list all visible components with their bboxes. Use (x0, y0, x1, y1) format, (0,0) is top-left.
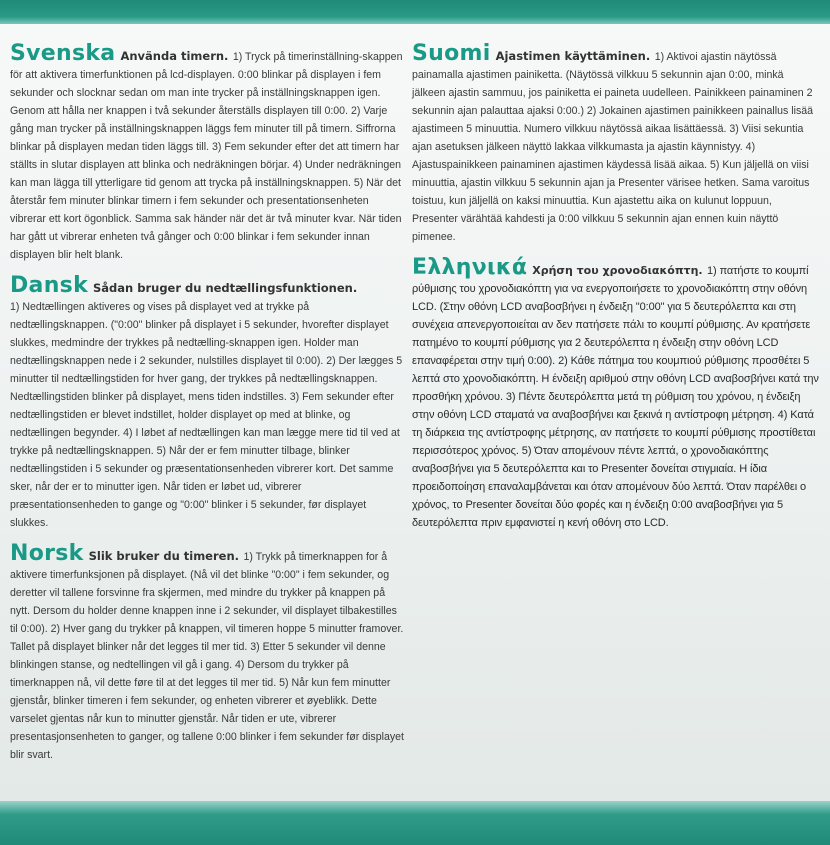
section-title-svenska: Använda timern. (120, 49, 229, 63)
language-heading-svenska: Svenska (10, 41, 116, 66)
section-norsk (10, 543, 406, 763)
section-suomi (412, 43, 820, 245)
section-body-suomi: 1) Aktivoi ajastin näytössä painamalla ajastimen painiketta. (Näytössä vilkkuu 5 sekunnin ajan 0:00, minkä jälkeen ajastin sammuu, jos painiketta ei paineta uudelleen. Painikkeen painaminen 2 sekunnin ajan palauttaa ajaksi 0:00.) 2) Jokainen ajastimen painikkeen painallus lisää ajastimeen 5 minuuttia. Numero vilkkuu näytössä aikaa lisättäessä. 3) Viisi sekuntia ajan asetuksen jälkeen näyttö lakkaa vilkkumasta ja ajastin käynnistyy. 4) Ajastuspainikkeen painaminen ajastimen käydessä lisää aikaa. 5) Kun jäljellä on viisi minuuttia, ajastin vilkkuu 5 sekunnin ajan ja Presenter värisee hetken. Sama varoitus toistuu, kun jäljellä on kaksi minuuttia. Kun ajastettu aika on kulunut loppuun, Presenter värähtää kahdesti ja 0:00 vilkkuu 5 sekunnin ajan ennen kuin näyttö pimenee. (412, 51, 814, 243)
section-title-suomi: Ajastimen käyttäminen. (495, 49, 651, 63)
left-column (10, 43, 406, 771)
section-title-norsk: Slik bruker du timeren. (88, 549, 240, 563)
section-body-ellinika: 1) πατήστε το κουμπί ρύθμισης του χρονοδιακόπτη για να ενεργοποιήσετε το χρονοδιακόπτη στην οθόνη LCD. (Στην οθόνη LCD αναβοσβήνει η ένδειξη "0:00" για 5 δευτερόλεπτα και στη συνέχεια απενεργοποιείται αν δεν πατήσετε πάλι το κουμπί ρύθμισης. Αν κρατήσετε πατημένο το κουμπί ρύθμισης για 2 δευτερόλεπτα η ένδειξη στην οθόνη LCD επαναφέρεται στην τιμή 0:00). 2) Κάθε πάτημα του κουμπιού ρύθμισης προσθέτει 5 λεπτά στο χρονοδιακόπτη. Η ένδειξη αριθμού στην οθόνη LCD αναβοσβήνει κατά την προσθήκη χρόνου. 3) Πέντε δευτερόλεπτα μετά τη ρύθμιση του χρόνου, η ένδειξη στην οθόνη LCD σταματά να αναβοσβήνει και ξεκινά η αντίστροφη μέτρηση. 4) Κατά τη διάρκεια της αντίστροφης μέτρησης, αν πατήσετε το κουμπί ρύθμισης προστίθεται περισσότερος χρόνος. 5) Όταν απομένουν πέντε λεπτά, ο χρονοδιακόπτης αναβοσβήνει για 5 δευτερόλεπτα και το Presenter δονείται στιγμιαία. Η ίδια προειδοποίηση επαναλαμβάνεται και όταν απομένουν δύο λεπτά. Όταν παρέλθει ο χρόνος, το Presenter δονείται δύο φορές και η ένδειξη 0:00 αναβοσβήνει για 5 δευτερόλεπτα πριν εμφανιστεί η κενή οθόνη στο LCD. (412, 265, 819, 529)
language-heading-norsk: Norsk (10, 541, 84, 566)
language-heading-ellinika: Ελληνικά (412, 255, 528, 280)
language-heading-dansk: Dansk (10, 273, 88, 298)
section-svenska (10, 43, 406, 263)
section-body-dansk: 1) Nedtællingen aktiveres og vises på displayet ved at trykke på nedtællingsknappen. ("0:00" blinker på displayet i 5 sekunder, hvorefter displayet slukkes, medmindre der trykkes på nedtælling-sknappen igen. Holder man nedtællingsknappen nede i 2 sekunder, nulstilles displayet til 0:00). 2) Der lægges 5 minutter til nedtællingstiden for hver gang, der trykkes på nedtællingsknappen. Nedtællingstiden blinker på displayet, mens tiden indstilles. 3) Fem sekunder efter nedtællingstiden er blevet indstillet, holder displayet op med at blinke, og nedtællingen begynder. 4) I løbet af nedtællingen kan man lægge mere tid til ved at trykke på nedtællingsknappen. 5) Når der er fem minutter tilbage, blinker nedtællingstiden i 5 sekunder og præsentationsenheden vibrerer kort. Det samme sker, når der er to minutter igen. Når tiden er løbet ud, vibrerer præsentationsenheden to gange og "0:00" blinker i 5 sekunder, før displayet slukkes. (10, 301, 403, 529)
section-dansk (10, 275, 406, 531)
section-ellinika (412, 257, 820, 531)
bottom-color-band (0, 801, 830, 845)
section-body-norsk: 1) Trykk på timerknappen for å aktivere timerfunksjonen på displayet. (Nå vil det blinke "0:00" i fem sekunder, og deretter vil tallene forsvinne fra skjermen, med mindre du trykker på knappen på nytt. Dersom du holder denne knappen inne i 2 sekunder, vil displayet tilbakestilles til 0:00). 2) Hver gang du trykker på knappen, vil timeren hoppe 5 minutter framover. Tallet på displayet blinker når det legges til mer tid. 3) Etter 5 sekunder vil denne blinkingen stanse, og nedtellingen vil gå i gang. 4) Dersom du trykker på timerknappen nå, vil dette føre til at det legges til mer tid. 5) Når kun fem minutter gjenstår, blinker timeren i fem sekunder, og enheten vibrerer et øyeblikk. Dette varselet gjentas når kun to minutter gjenstår. Når tiden er ute, vibrerer presentasjonsenheten to ganger, og tallene 0:00 blinker i fem sekunder før displayet blir svart. (10, 551, 404, 761)
right-column (412, 43, 820, 539)
section-body-svenska: 1) Tryck på timerinställning-skappen för att aktivera timerfunktionen på lcd-displayen. 0:00 blinkar på displayen i fem sekunder och slocknar sedan om man inte trycker på inställningsknappen igen. Genom att hålla ner knappen i två sekunder återställs displayen till 0:00. 2) Varje gång man trycker på inställningsknappen läggs fem minuter till på timern. Siffrorna blinkar på displayen medan tiden läggs till. 3) Fem sekunder efter det att timern har ställts in slutar displayen att blinka och nedräkningen börjar. 4) Under nedräkningen kan man lägga till ytterligare tid genom att trycka på inställningsknappen. 5) När det återstår fem minuter blinkar timern i fem sekunder och presentationsenheten vibrerar ett kort ögonblick. Samma sak händer när det är två minuter kvar. När tiden har gått ut vibrerar enheten två gånger och 0:00 blinkar i fem sekunder innan displayen blir helt blank. (10, 51, 403, 261)
section-title-ellinika: Χρήση του χρονοδιακόπτη. (532, 264, 703, 277)
language-heading-suomi: Suomi (412, 41, 491, 66)
top-color-band (0, 0, 830, 24)
section-title-dansk: Sådan bruger du nedtællingsfunktionen. (93, 281, 358, 295)
